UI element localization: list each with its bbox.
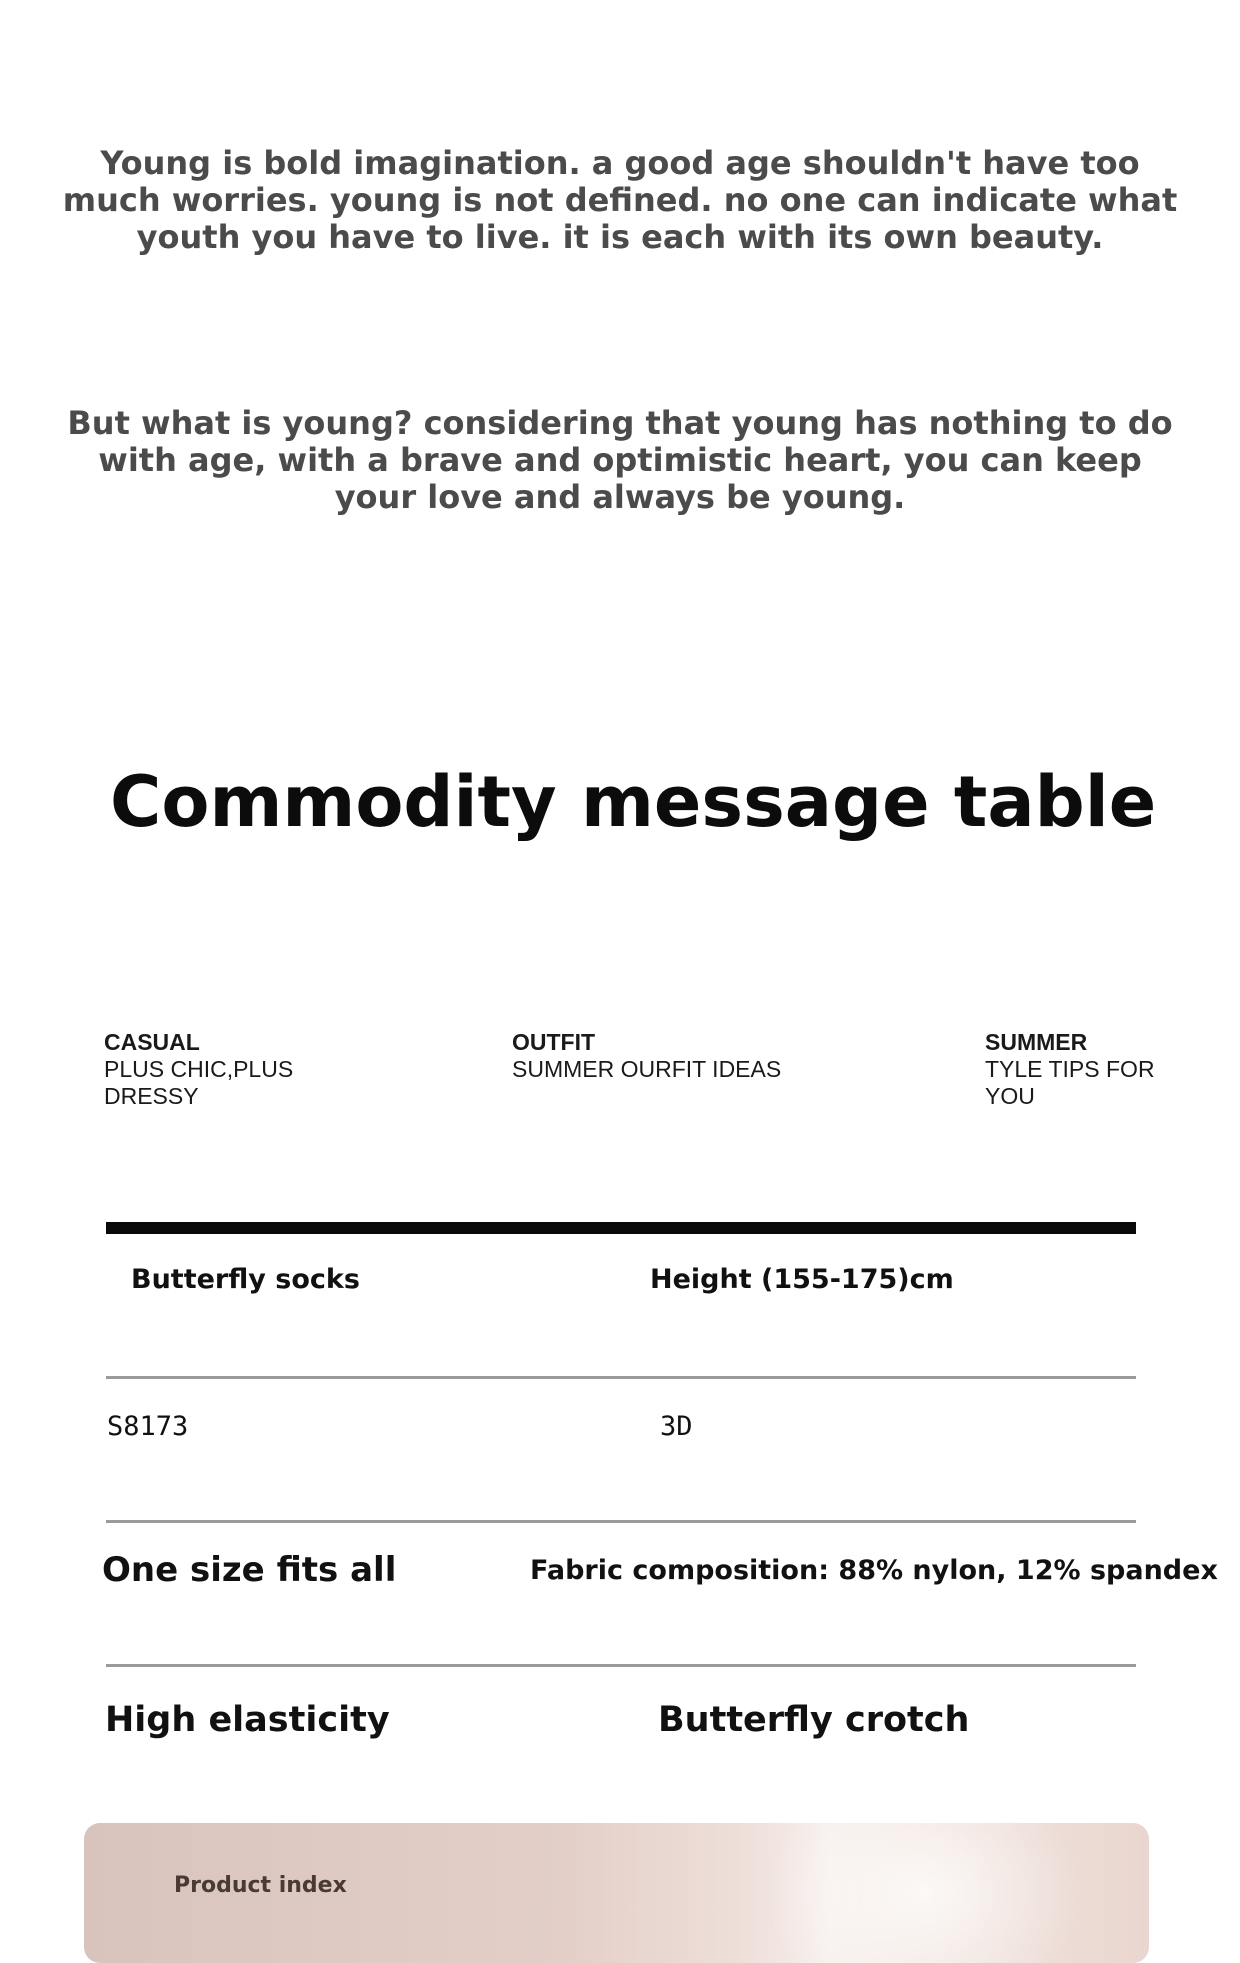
product-index-label: Product index	[174, 1873, 347, 1898]
table-top-divider	[106, 1222, 1136, 1234]
card-highlight	[764, 1823, 1084, 1963]
table-row-divider	[106, 1664, 1136, 1667]
table-cell-height: Height (155-175)cm	[650, 1264, 954, 1295]
intro-paragraph-1: Young is bold imagination. a good age shouldn't have too much worries. young is not defined. no one can indicate what youth you have to live. it is each with its own beauty.	[62, 144, 1178, 256]
tag-heading: OUTFIT	[512, 1029, 596, 1055]
table-row-divider	[106, 1520, 1136, 1523]
table-cell-size: One size fits all	[102, 1550, 397, 1590]
table-row-divider	[106, 1376, 1136, 1379]
page-title: Commodity message table	[110, 761, 1157, 843]
tag-casual	[104, 1028, 364, 1110]
tag-subtitle: SUMMER OURFIT IDEAS	[512, 1056, 782, 1082]
table-cell-elasticity: High elasticity	[105, 1700, 390, 1740]
table-cell-fabric: Fabric composition: 88% nylon, 12% spandex	[530, 1555, 1218, 1586]
tag-summer	[985, 1028, 1185, 1110]
tag-subtitle: TYLE TIPS FOR YOU	[985, 1056, 1155, 1109]
tag-outfit	[512, 1028, 832, 1083]
tag-heading: CASUAL	[104, 1029, 200, 1055]
table-cell-product-name: Butterfly socks	[131, 1264, 360, 1295]
table-cell-cut: 3D	[660, 1411, 693, 1442]
tag-subtitle: PLUS CHIC,PLUS DRESSY	[104, 1056, 294, 1109]
intro-paragraph-2: But what is young? considering that young has nothing to do with age, with a brave and optimistic heart, you can keep your love and always be young.	[67, 404, 1173, 516]
table-cell-crotch: Butterfly crotch	[658, 1700, 970, 1740]
table-cell-model-number: S8173	[107, 1411, 189, 1442]
tag-heading: SUMMER	[985, 1029, 1088, 1055]
